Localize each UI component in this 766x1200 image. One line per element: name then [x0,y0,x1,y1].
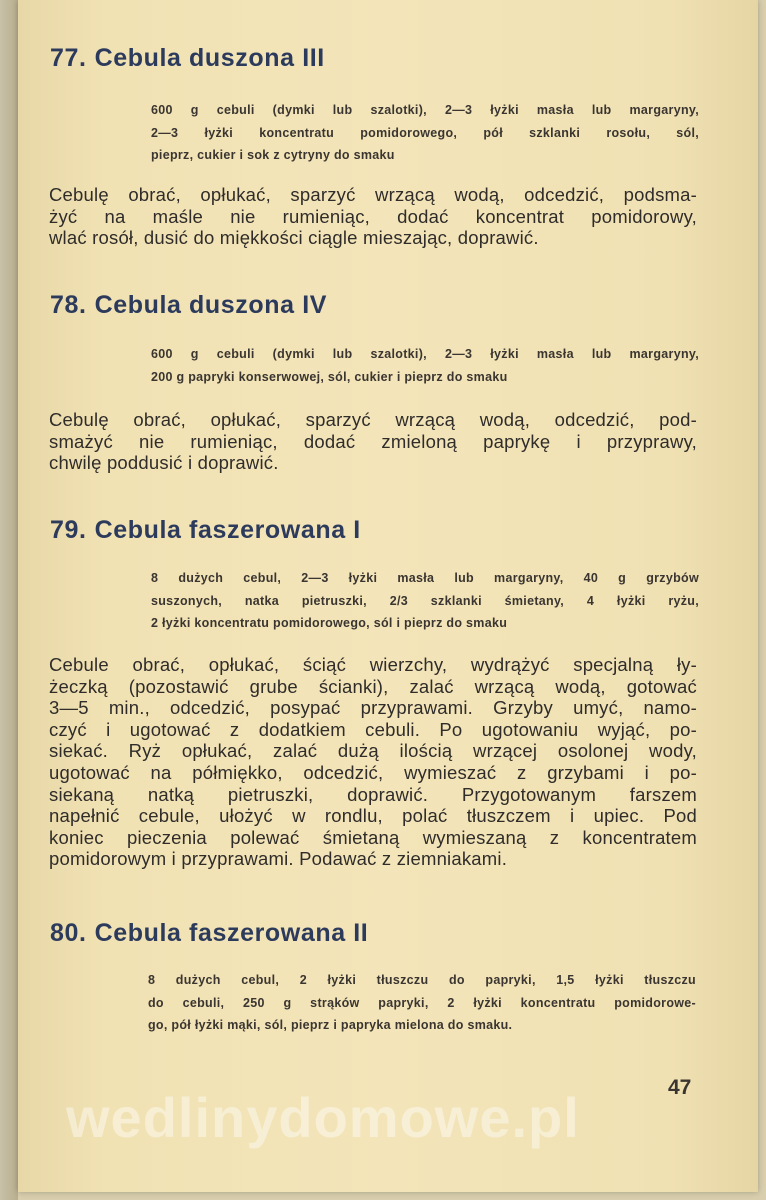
method-line: żeczką (pozostawić grube ścianki), zalać wrzącą wodą, gotować [49,675,697,697]
method-line: koniec pieczenia polewać śmietaną wymieszaną z koncentratem [49,826,697,848]
ingredient-line: 2—3 łyżki koncentratu pomidorowego, pół szklanki rosołu, sól, [151,125,699,140]
method-line: siekaną natką pietruszki, doprawić. Przygotowanym farszem [49,783,697,805]
recipe-79-title [50,516,361,545]
ingredient-line: 8 dużych cebul, 2—3 łyżki masła lub margaryny, 40 g grzybów [151,571,699,585]
ingredient-line: 200 g papryki konserwowej, sól, cukier i pieprz do smaku [151,369,508,384]
ingredient-line: do cebuli, 250 g strąków papryki, 2 łyżki koncentratu pomidorowe- [148,995,696,1010]
book-page [18,0,758,1192]
method-line: Cebulę obrać, opłukać, sparzyć wrzącą wodą, odcedzić, pod- [49,409,697,430]
ingredient-line: 2 łyżki koncentratu pomidorowego, sól i pieprz do smaku [151,616,508,630]
method-line: czyć i ugotować z dodatkiem cebuli. Po ugotowaniu wyjąć, po- [49,718,697,740]
ingredient-line: 600 g cebuli (dymki lub szalotki), 2—3 łyżki masła lub margaryny, [151,103,699,117]
method-line: żyć na maśle nie rumieniąc, dodać koncentrat pomidorowy, [49,205,697,227]
recipe-78-title [50,291,327,320]
recipe-78-name: Cebula duszona IV [94,291,328,319]
recipe-78-ingredients [151,343,699,388]
page-number: 47 [668,1076,692,1099]
recipe-77-method [49,184,697,249]
method-line: smażyć nie rumieniąc, dodać zmieloną paprykę i przyprawy, [49,430,697,452]
recipe-79-name: Cebula faszerowana I [94,516,361,544]
method-line: Cebulę obrać, opłukać, sparzyć wrzącą wodą, odcedzić, podsma- [49,184,697,205]
recipe-79-number: 79. [50,516,87,544]
method-line: siekać. Ryż opłukać, zalać dużą ilością wrzącej osolonej wody, [49,740,697,762]
ingredient-line: suszonych, natka pietruszki, 2/3 szklanki śmietany, 4 łyżki ryżu, [151,593,699,608]
recipe-80-number: 80. [50,919,87,947]
method-line: chwilę poddusić i doprawić. [49,452,279,474]
recipe-77-title [50,44,325,73]
recipe-77-number: 77. [50,44,87,72]
ingredient-line: 8 dużych cebul, 2 łyżki tłuszczu do papryki, 1,5 łyżki tłuszczu [148,973,696,987]
method-line: napełnić cebule, ułożyć w rondlu, polać tłuszczem i upiec. Pod [49,805,697,827]
recipe-77-ingredients [151,99,699,167]
method-line: ugotować na półmiękko, odcedzić, wymieszać z grzybami i po- [49,761,697,783]
watermark: wedlinydomowe.pl [66,1086,580,1149]
method-line: Cebule obrać, opłukać, ściąć wierzchy, wydrążyć specjalną ły- [49,654,697,675]
method-line: wlać rosół, dusić do miękkości ciągle mieszając, doprawić. [49,227,539,249]
recipe-77-name: Cebula duszona III [94,44,325,72]
method-line: 3—5 min., odcedzić, posypać przyprawami. Grzyby umyć, namo- [49,697,697,719]
recipe-80-title [50,919,368,948]
method-line: pomidorowym i przyprawami. Podawać z ziemniakami. [49,848,508,870]
recipe-80-name: Cebula faszerowana II [94,919,369,947]
ingredient-line: go, pół łyżki mąki, sól, pieprz i papryka mielona do smaku. [148,1018,513,1032]
recipe-80-ingredients [148,969,696,1037]
recipe-78-number: 78. [50,291,87,319]
scan-edge [0,0,18,1200]
ingredient-line: 600 g cebuli (dymki lub szalotki), 2—3 łyżki masła lub margaryny, [151,347,699,361]
recipe-79-method [49,654,697,870]
ingredient-line: pieprz, cukier i sok z cytryny do smaku [151,148,395,162]
recipe-79-ingredients [151,567,699,635]
recipe-78-method [49,409,697,474]
